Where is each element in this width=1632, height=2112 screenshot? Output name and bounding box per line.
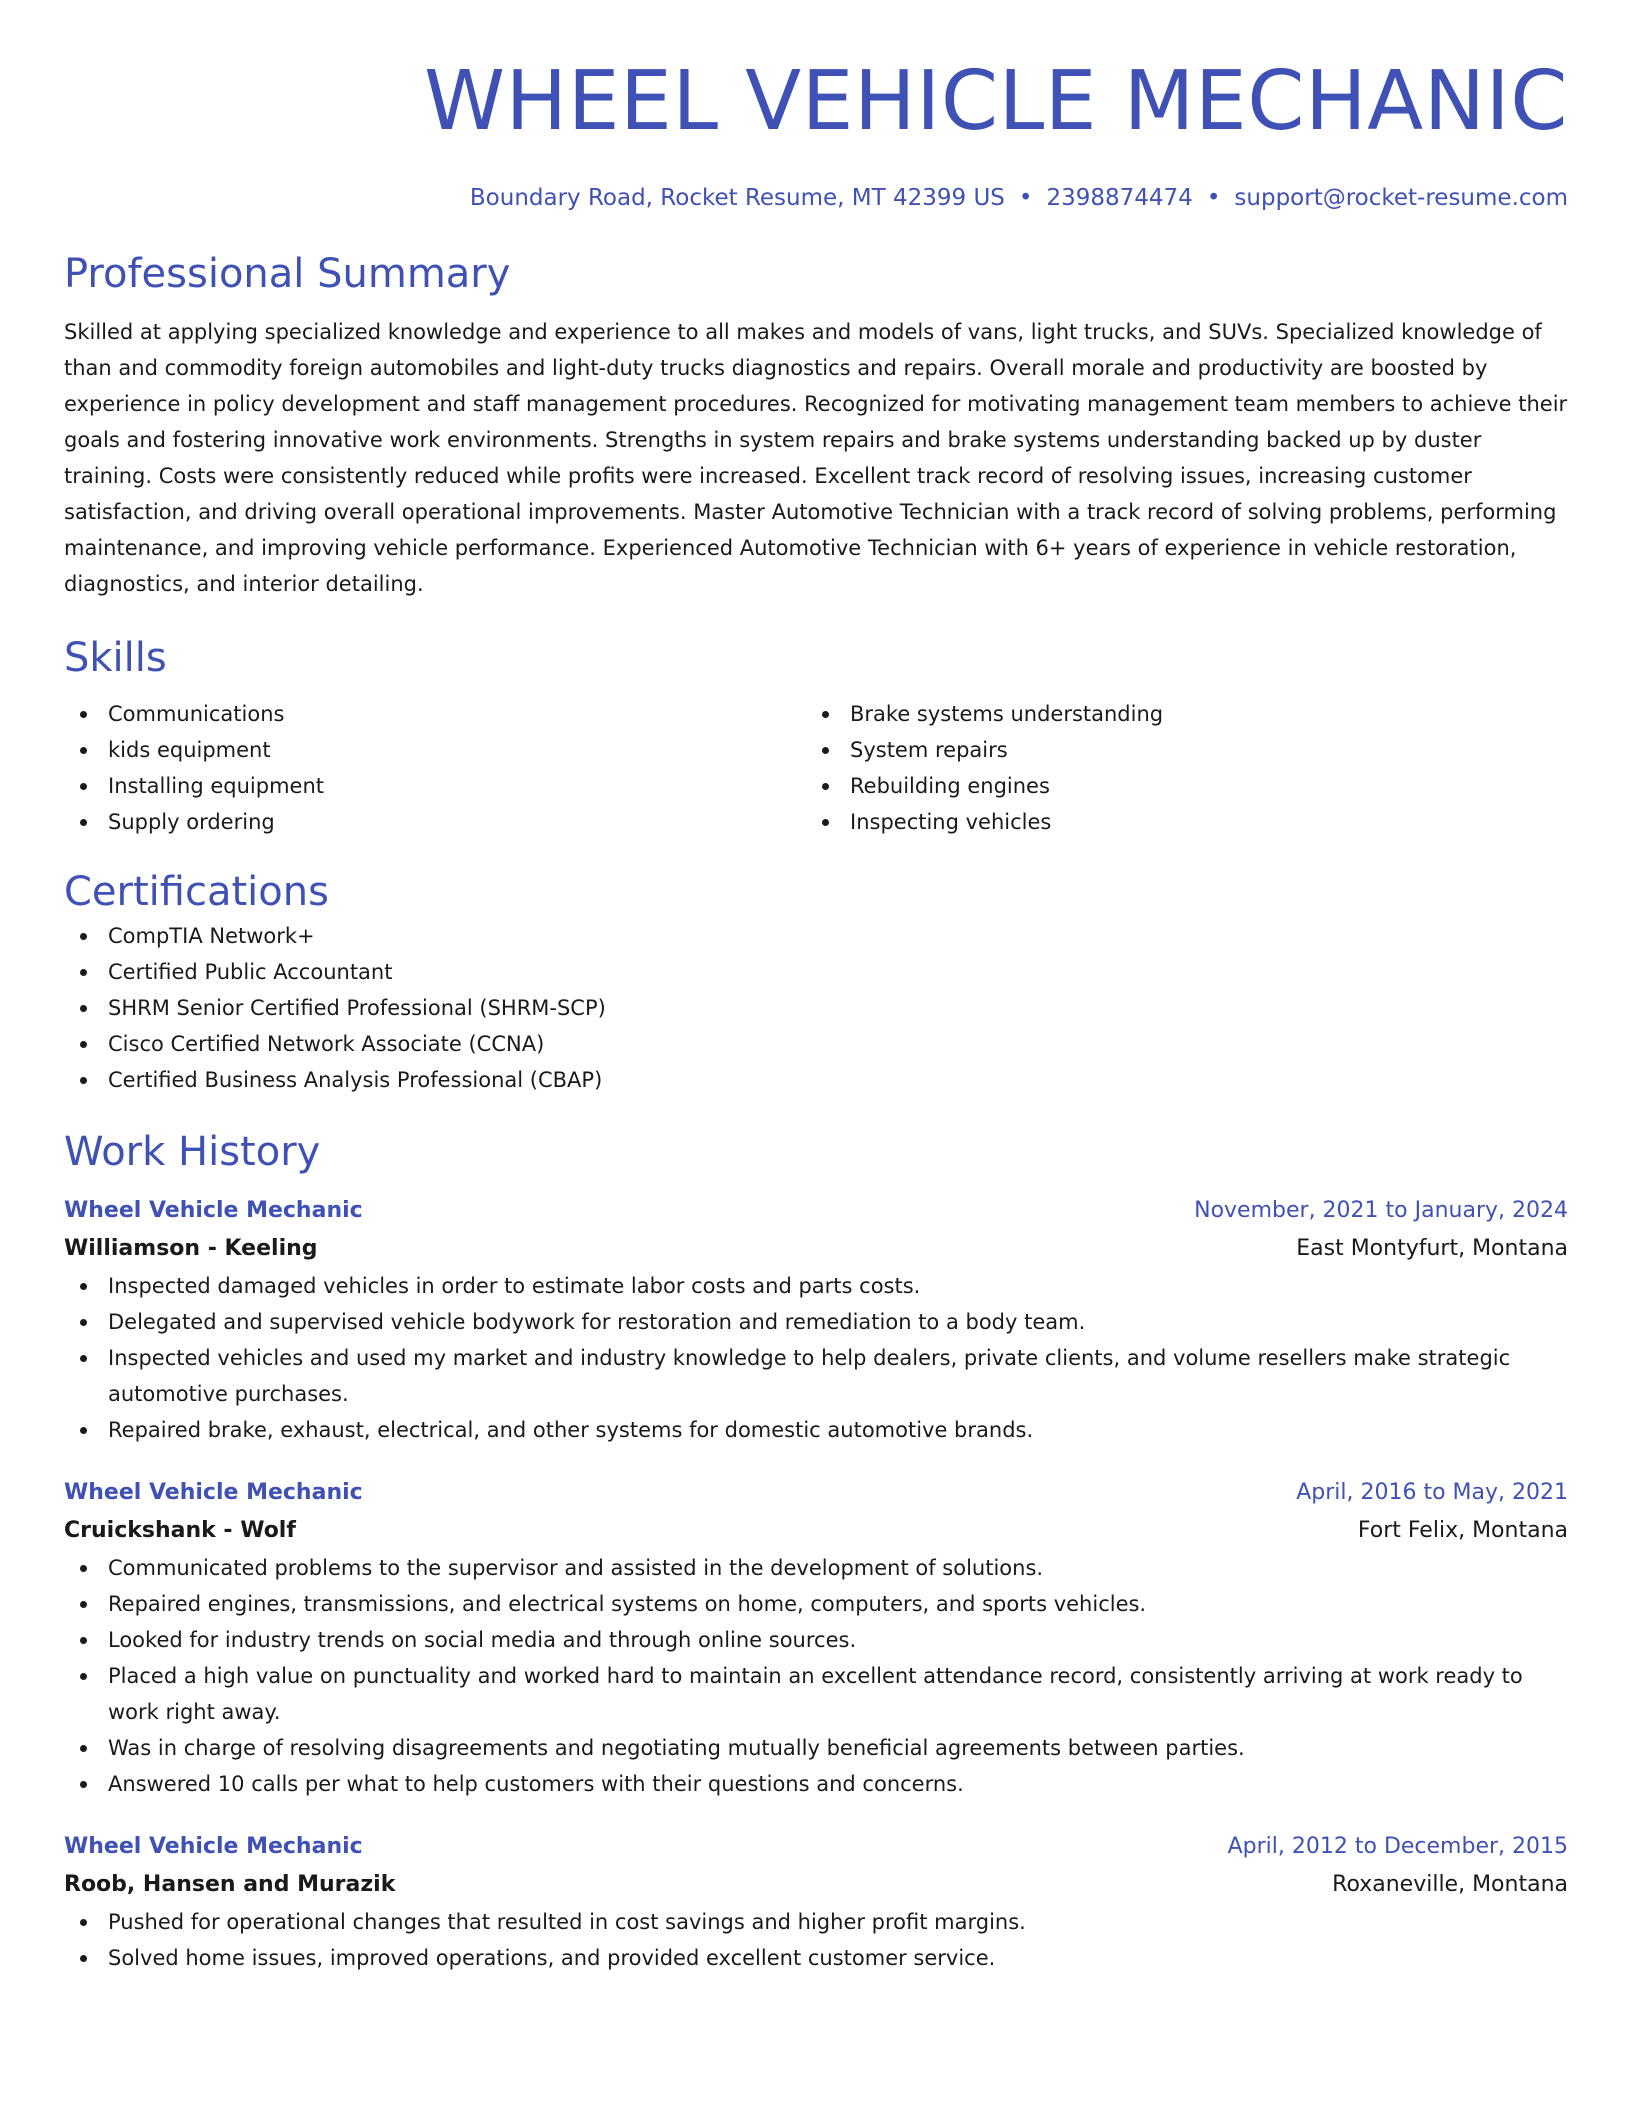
- contact-phone: 2398874474: [1046, 185, 1193, 211]
- skill-item: Rebuilding engines: [806, 768, 1548, 804]
- certification-item: Certified Public Accountant: [64, 954, 1568, 990]
- job-duty-item: Delegated and supervised vehicle bodywork for restoration and remediation to a body team.: [64, 1304, 1568, 1340]
- job-location: East Montyfurt, Montana: [1296, 1236, 1568, 1261]
- work-history-heading: Work History: [64, 1129, 321, 1175]
- job-company: Williamson - Keeling: [64, 1236, 318, 1261]
- job-title-row: [64, 1192, 1568, 1230]
- contact-separator: •: [1206, 185, 1221, 211]
- job-duty-item: Pushed for operational changes that resulted in cost savings and higher profit margins.: [64, 1904, 1568, 1940]
- job-company-row: [64, 1512, 1568, 1550]
- job-duty-item: Repaired brake, exhaust, electrical, and other systems for domestic automotive brands.: [64, 1412, 1568, 1448]
- job-duty-item: Was in charge of resolving disagreements and negotiating mutually beneficial agreements between parties.: [64, 1730, 1568, 1766]
- candidate-name: WHEEL VEHICLE MECHANIC: [423, 54, 1568, 149]
- skill-item: Communications: [64, 696, 806, 732]
- job-duty-item: Looked for industry trends on social media and through online sources.: [64, 1622, 1568, 1658]
- contact-separator: •: [1018, 185, 1033, 211]
- summary-text: Skilled at applying specialized knowledge and experience to all makes and models of vans, light trucks, and SUVs. Specialized knowledge of than and commodity foreign automobiles and light-duty trucks diagnostics and repairs. Overall morale and productivity are boosted by experience in policy development and staff management procedures. Recognized for motivating management team members to achieve their goals and fostering innovative work environments. Strengths in system repairs and brake systems understanding backed up by duster training. Costs were consistently reduced while profits were increased. Excellent track record of resolving issues, increasing customer satisfaction, and driving overall operational improvements. Master Automotive Technician with a track record of solving problems, performing maintenance, and improving vehicle performance. Experienced Automotive Technician with 6+ years of experience in vehicle restoration, diagnostics, and interior detailing.: [64, 320, 1568, 596]
- summary-heading: Professional Summary: [64, 251, 511, 297]
- job-duty-item: Inspected vehicles and used my market and industry knowledge to help dealers, private clients, and volume resellers make strategic automotive purchases.: [64, 1340, 1568, 1412]
- job-duty-item: Solved home issues, improved operations, and provided excellent customer service.: [64, 1940, 1568, 1976]
- job-duty-item: Communicated problems to the supervisor and assisted in the development of solutions.: [64, 1550, 1568, 1586]
- job-duties-list: [64, 1268, 1568, 1448]
- contact-email[interactable]: support@rocket-resume.com: [1234, 185, 1568, 211]
- skills-grid: [64, 696, 1568, 840]
- job-location: Fort Felix, Montana: [1357, 1518, 1568, 1543]
- job-duty-item: Repaired engines, transmissions, and electrical systems on home, computers, and sports vehicles.: [64, 1586, 1568, 1622]
- certifications-list: [64, 918, 1568, 1098]
- certifications-heading: Certifications: [64, 869, 329, 915]
- certification-item: Cisco Certified Network Associate (CCNA): [64, 1026, 1568, 1062]
- job-company-row: [64, 1866, 1568, 1904]
- job-title: Wheel Vehicle Mechanic: [64, 1834, 363, 1859]
- job-duty-item: Placed a high value on punctuality and worked hard to maintain an excellent attendance record, consistently arriving at work ready to work right away.: [64, 1658, 1568, 1730]
- skill-item: Installing equipment: [64, 768, 806, 804]
- skills-column-left: [64, 696, 806, 840]
- job-dates: November, 2021 to January, 2024: [1194, 1198, 1568, 1223]
- job-entry: [64, 1192, 1568, 1448]
- certification-item: Certified Business Analysis Professional (CBAP): [64, 1062, 1568, 1098]
- resume-page: [64, 0, 1568, 1976]
- skills-list-left: [64, 696, 806, 840]
- job-duties-list: [64, 1550, 1568, 1802]
- skill-item: kids equipment: [64, 732, 806, 768]
- resume-header: [64, 0, 1568, 214]
- job-dates: April, 2012 to December, 2015: [1227, 1834, 1568, 1859]
- job-location: Roxaneville, Montana: [1332, 1872, 1568, 1897]
- skill-item: Inspecting vehicles: [806, 804, 1548, 840]
- skill-item: Brake systems understanding: [806, 696, 1548, 732]
- job-duty-item: Answered 10 calls per what to help customers with their questions and concerns.: [64, 1766, 1568, 1802]
- skills-heading: Skills: [64, 635, 167, 681]
- job-entry: [64, 1474, 1568, 1802]
- job-entry: [64, 1828, 1568, 1976]
- job-dates: April, 2016 to May, 2021: [1296, 1480, 1568, 1505]
- certification-item: SHRM Senior Certified Professional (SHRM-SCP): [64, 990, 1568, 1026]
- job-duty-item: Inspected damaged vehicles in order to estimate labor costs and parts costs.: [64, 1268, 1568, 1304]
- job-title-row: [64, 1828, 1568, 1866]
- certification-item: CompTIA Network+: [64, 918, 1568, 954]
- skills-column-right: [806, 696, 1548, 840]
- job-company: Roob, Hansen and Murazik: [64, 1872, 396, 1897]
- contact-line: [64, 182, 1568, 214]
- skill-item: Supply ordering: [64, 804, 806, 840]
- job-company: Cruickshank - Wolf: [64, 1518, 296, 1543]
- job-company-row: [64, 1230, 1568, 1268]
- contact-address: Boundary Road, Rocket Resume, MT 42399 US: [469, 185, 1005, 211]
- skill-item: System repairs: [806, 732, 1548, 768]
- job-title: Wheel Vehicle Mechanic: [64, 1198, 363, 1223]
- job-duties-list: [64, 1904, 1568, 1976]
- job-title: Wheel Vehicle Mechanic: [64, 1480, 363, 1505]
- skills-list-right: [806, 696, 1548, 840]
- job-title-row: [64, 1474, 1568, 1512]
